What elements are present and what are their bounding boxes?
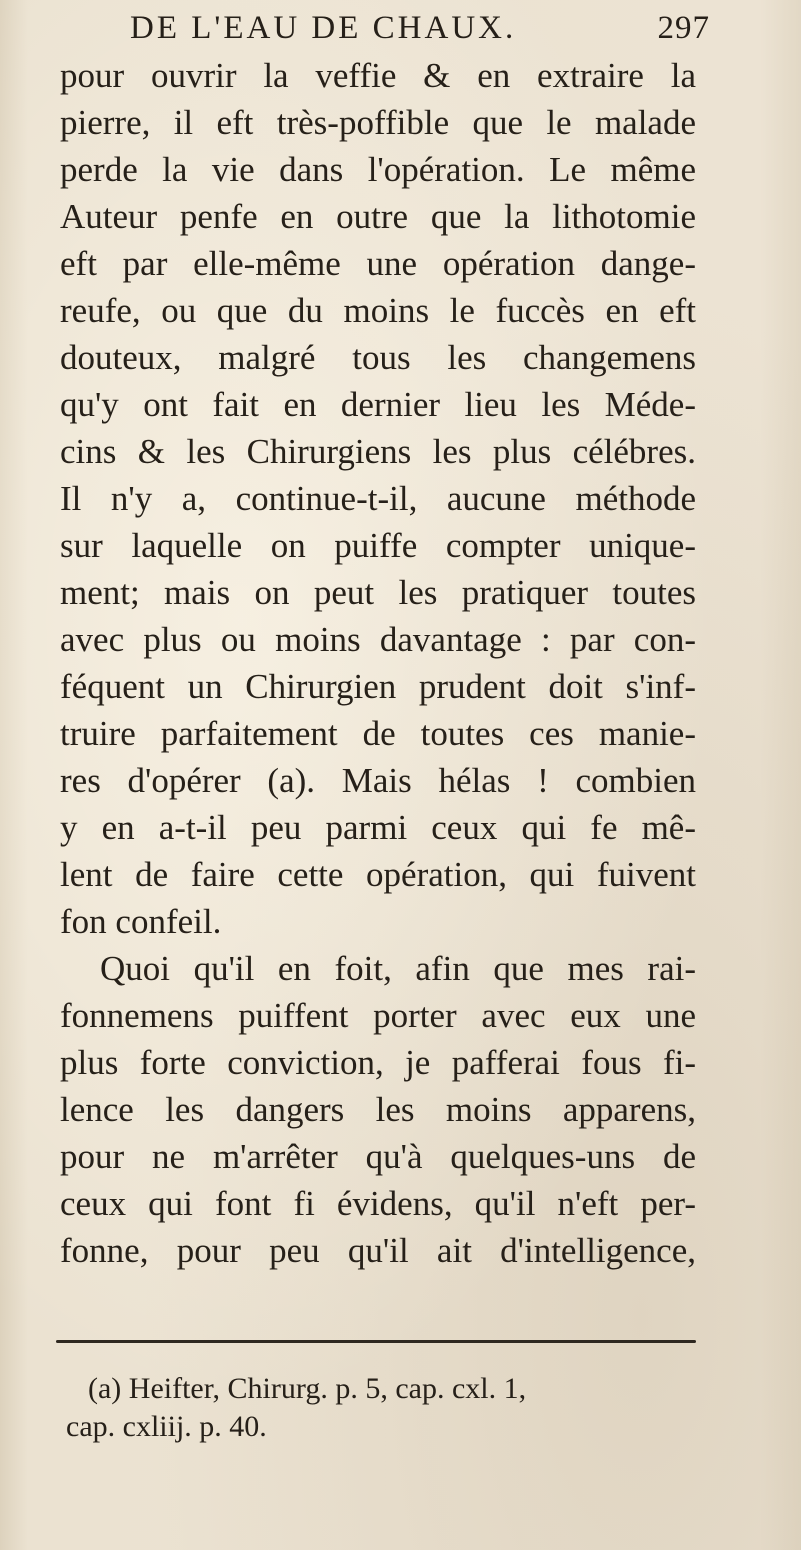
text-line: lent de faire cette opération, qui fuivent bbox=[60, 855, 696, 894]
footnote-rule bbox=[56, 1340, 696, 1343]
text-line: plus forte conviction, je pafferai fous fi- bbox=[60, 1043, 696, 1082]
text-line: res d'opérer (a). Mais hélas ! combien bbox=[60, 761, 696, 800]
text-line: ceux qui font fi évidens, qu'il n'eft per- bbox=[60, 1184, 696, 1223]
footnote bbox=[66, 1370, 626, 1446]
page-number: 297 bbox=[657, 10, 710, 46]
body-text bbox=[60, 52, 696, 1274]
running-title: DE L'EAU DE CHAUX. bbox=[130, 10, 517, 46]
text-line: ment; mais on peut les pratiquer toutes bbox=[60, 573, 696, 612]
running-head bbox=[130, 10, 710, 47]
text-line: fonne, pour peu qu'il ait d'intelligence, bbox=[60, 1231, 696, 1270]
text-line: sur laquelle on puiffe compter unique- bbox=[60, 526, 696, 565]
text-line: y en a-t-il peu parmi ceux qui fe mê- bbox=[60, 808, 696, 847]
text-line: avec plus ou moins davantage : par con- bbox=[60, 620, 696, 659]
text-line: douteux, malgré tous les changemens bbox=[60, 338, 696, 377]
text-line: pierre, il eft très-poffible que le malade bbox=[60, 103, 696, 142]
text-line: reufe, ou que du moins le fuccès en eft bbox=[60, 291, 696, 330]
text-line: féquent un Chirurgien prudent doit s'inf- bbox=[60, 667, 696, 706]
paragraph-start-line: Quoi qu'il en foit, afin que mes rai- bbox=[100, 949, 696, 988]
paragraph-end-line: fon confeil. bbox=[60, 902, 222, 941]
footnote-line: (a) Heifter, Chirurg. p. 5, cap. cxl. 1, bbox=[88, 1372, 527, 1405]
footnote-line: cap. cxliij. p. 40. bbox=[66, 1410, 267, 1443]
text-line: pour ne m'arrêter qu'à quelques-uns de bbox=[60, 1137, 696, 1176]
text-line: cins & les Chirurgiens les plus célébres. bbox=[60, 432, 696, 471]
text-line: qu'y ont fait en dernier lieu les Méde- bbox=[60, 385, 696, 424]
text-line: pour ouvrir la veffie & en extraire la bbox=[60, 56, 696, 95]
text-line: eft par elle-même une opération dange- bbox=[60, 244, 696, 283]
text-line: Auteur penfe en outre que la lithotomie bbox=[60, 197, 696, 236]
text-line: fonnemens puiffent porter avec eux une bbox=[60, 996, 696, 1035]
text-line: lence les dangers les moins apparens, bbox=[60, 1090, 696, 1129]
text-line: truire parfaitement de toutes ces manie- bbox=[60, 714, 696, 753]
text-line: perde la vie dans l'opération. Le même bbox=[60, 150, 696, 189]
text-line: Il n'y a, continue-t-il, aucune méthode bbox=[60, 479, 696, 518]
